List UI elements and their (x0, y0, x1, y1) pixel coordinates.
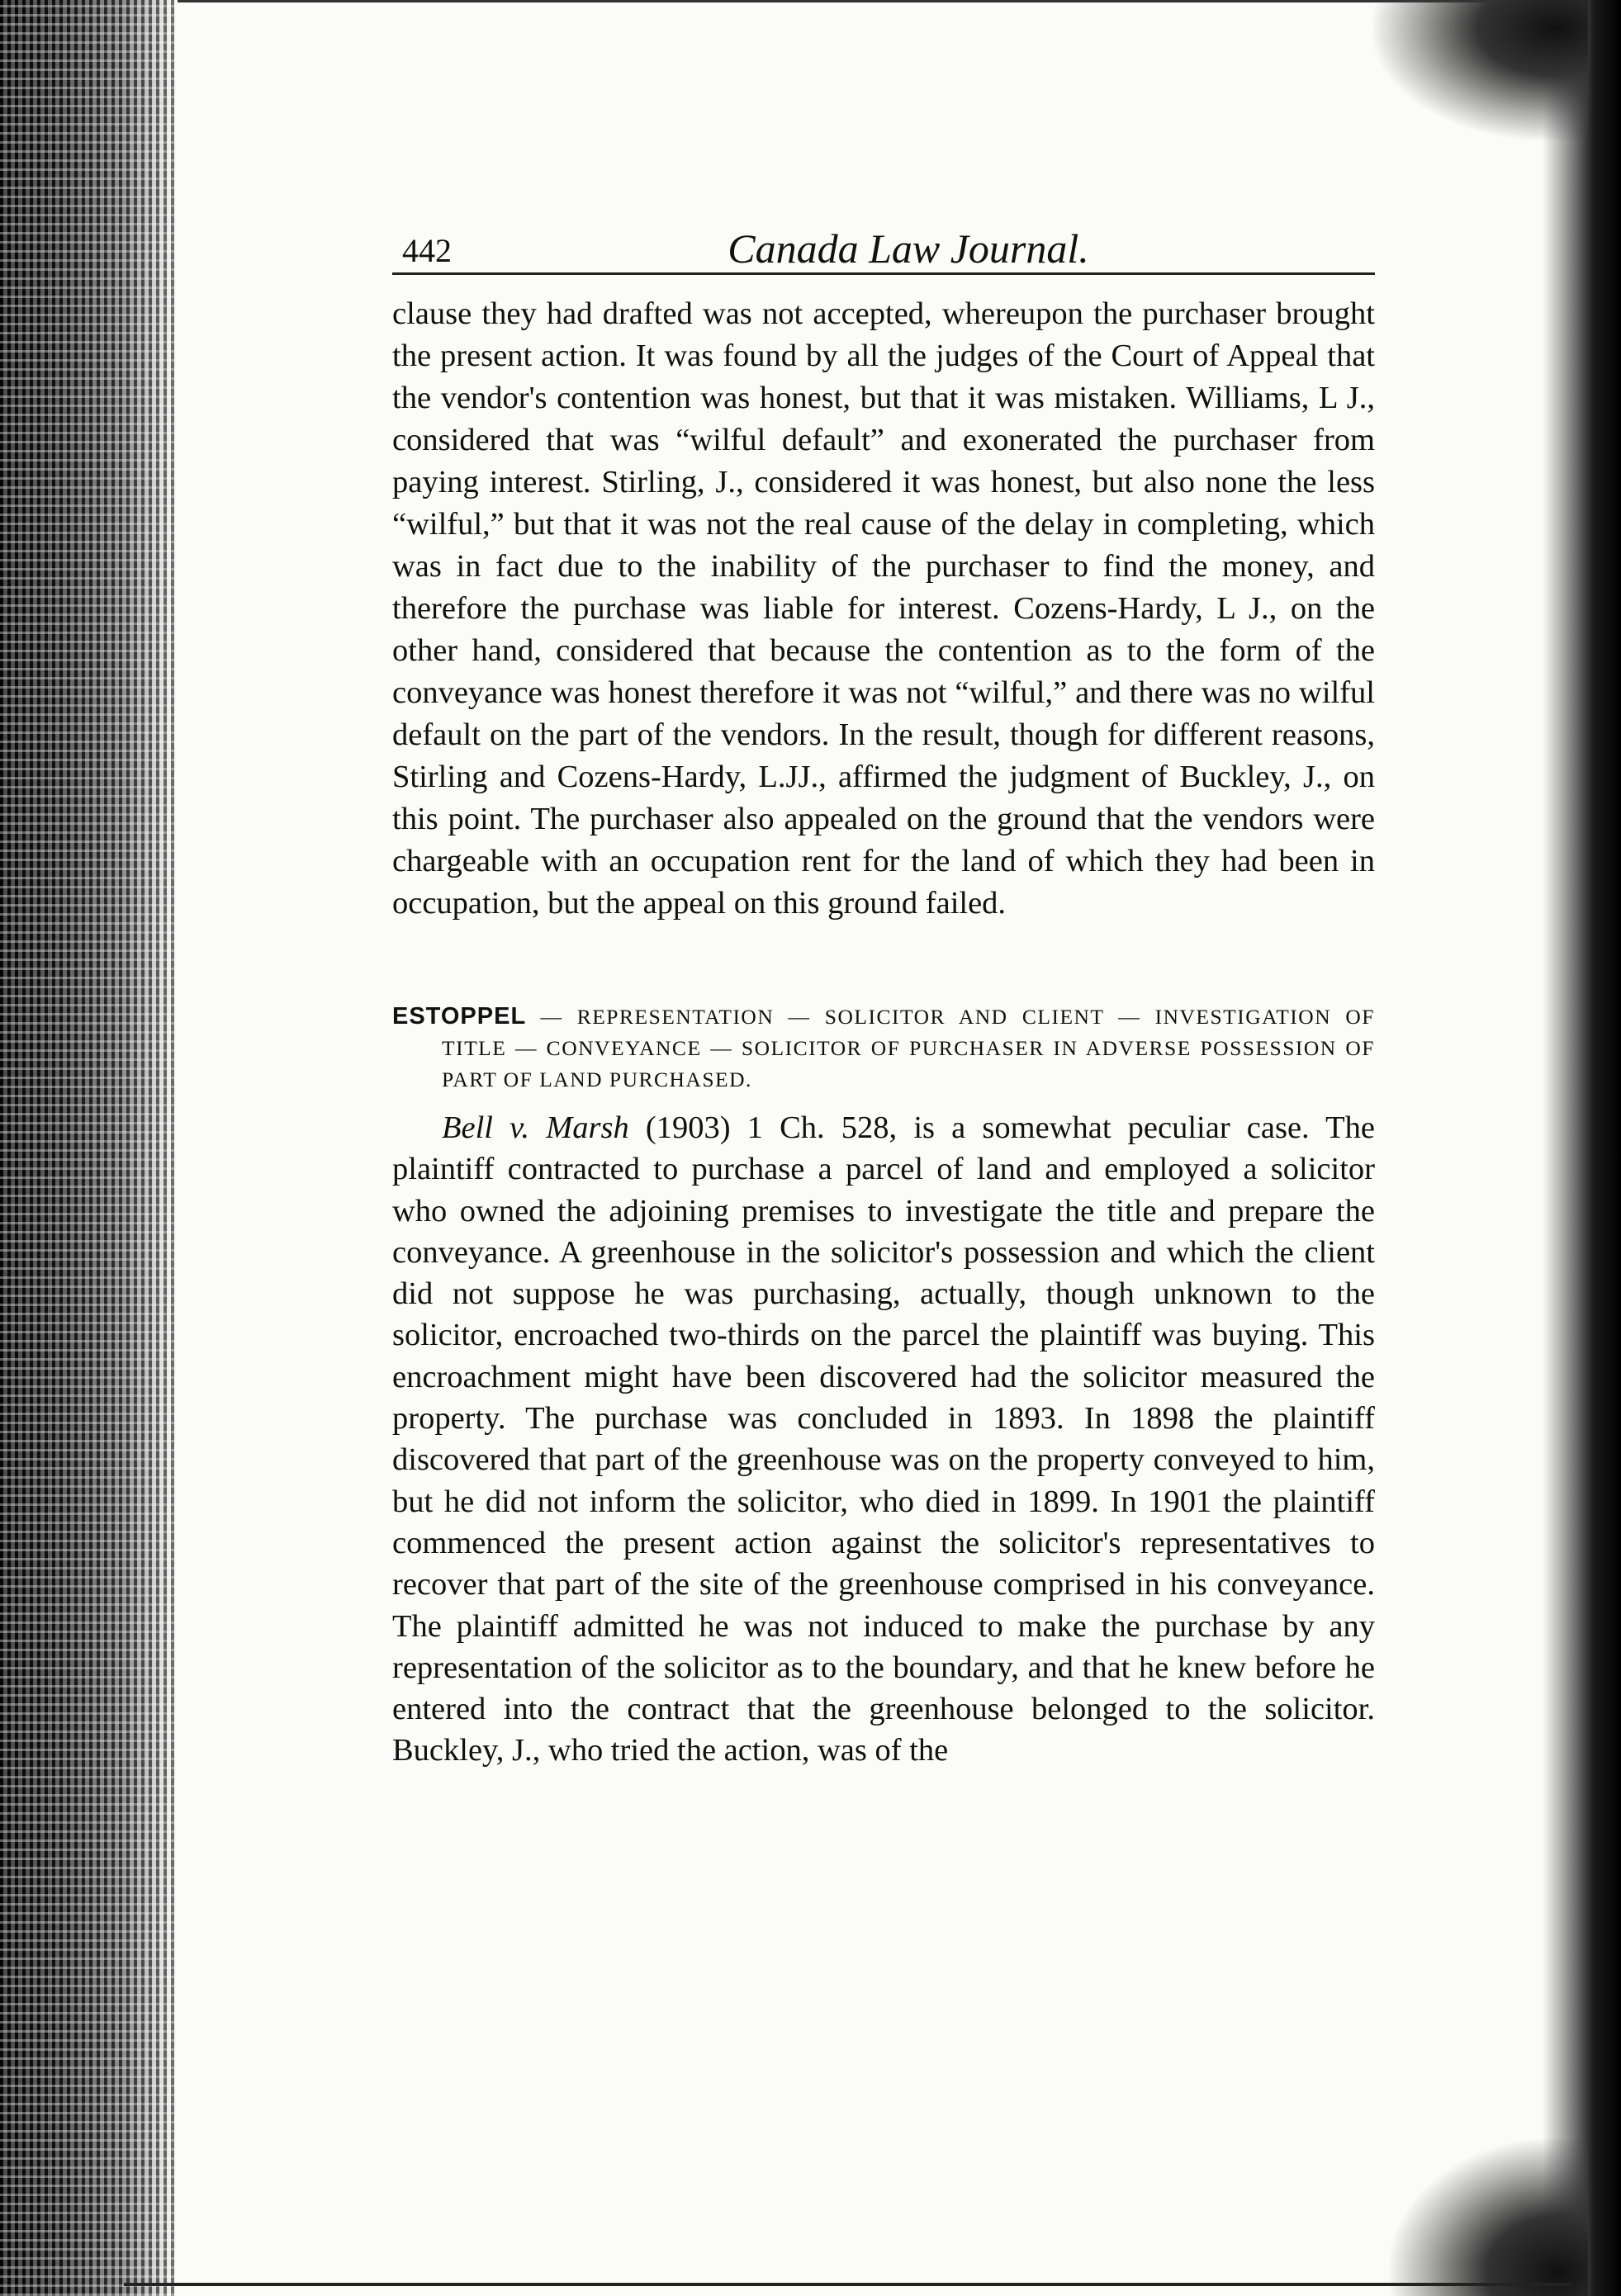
scan-bottom-edge (124, 2283, 1571, 2286)
running-head (392, 206, 1375, 275)
paragraph-continued: clause they had drafted was not accepted, whereupon the purchaser brought the present action. It was found by all the judges of the Court of Appeal that the vendor's contention was honest, but that it was mistaken. Williams, L J., considered that was “wilful default” and exonerated the purchaser from paying interest. Stirling, J., considered it was honest, but also none the less “wilful,” but that it was not the real cause of the delay in completing, which was in fact due to the inability of the purchaser to find the money, and therefore the purchase was liable for interest. Cozens-Hardy, L J., on the other hand, considered that because the contention as to the form of the conveyance was honest therefore it was not “wilful,” and there was no wilful default on the part of the vendors. In the result, though for different reasons, Stirling and Cozens-Hardy, L.JJ., affirmed the judgment of Buckley, J., on this point. The purchaser also appealed on the ground that the vendors were chargeable with an occupation rent for the land of which they had been in occupation, but the appeal on this ground failed. (392, 296, 1375, 921)
section-heading-rest: — REPRESENTATION — SOLICITOR AND CLIENT — INVESTIGATION OF TITLE — CONVEYANCE — SOLICITOR OF PURCHASER IN ADVERSE POSSESSION OF PART OF LAND PURCHASED. (442, 1005, 1375, 1091)
case-text: (1903) 1 Ch. 528, is a somewhat peculiar case. The plaintiff contracted to purchase a parcel of land and employed a solicitor who owned the adjoining premises to investigate the title and prepare the conveyance. A greenhouse in the solicitor's possession and which the client did not suppose he was purchasing, actually, though unknown to the solicitor, encroached two-thirds on the parcel the plaintiff was buying. This encroachment might have been discovered had the solicitor measured the property. The purchase was concluded in 1893. In 1898 the plaintiff discovered that part of the greenhouse was on the property conveyed to him, but he did not inform the solicitor, who died in 1899. In 1901 the plaintiff commenced the present action against the solicitor's representatives to recover that part of the site of the greenhouse comprised in his conveyance. The plaintiff admitted he was not induced to make the purchase by any representation of the solicitor as to the boundary, and that he knew before he entered into the contract that the greenhouse belonged to the solicitor. Buckley, J., who tried the action, was of the (392, 1110, 1375, 1768)
scan-top-edge (99, 0, 1522, 2)
journal-title: Canada Law Journal. (728, 225, 1089, 272)
binding-shadow-right (1543, 0, 1621, 2296)
article-body (392, 293, 1375, 1772)
binding-shadow-left (0, 0, 178, 2296)
section-heading-lead: ESTOPPEL (392, 1003, 527, 1030)
section-heading (392, 1001, 1375, 1096)
scan-smudge-top (1373, 0, 1588, 140)
page-content (392, 206, 1375, 1772)
scan-smudge-bottom (1390, 2139, 1588, 2296)
page-number: 442 (402, 232, 452, 269)
paragraph-case (392, 1107, 1375, 1772)
case-name: Bell v. Marsh (442, 1110, 629, 1145)
